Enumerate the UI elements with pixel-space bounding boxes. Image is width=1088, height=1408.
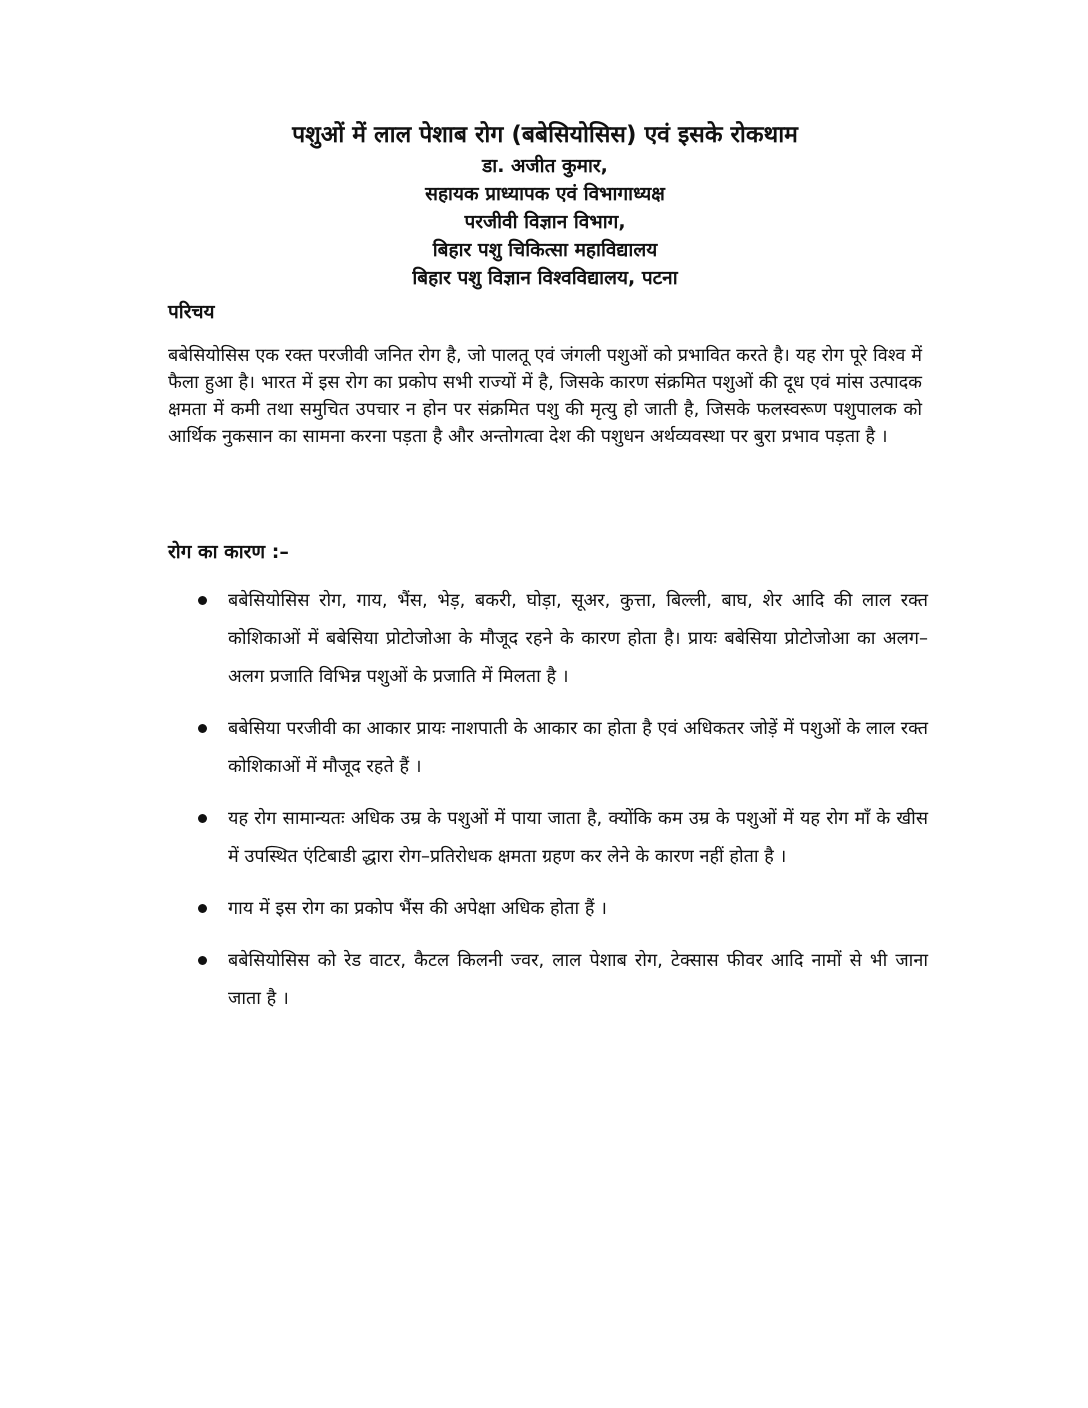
- list-item: [168, 582, 928, 696]
- intro-heading: परिचय: [168, 301, 215, 323]
- list-item-text: बबेसिया परजीवी का आकार प्रायः नाशपाती के आकार का होता है एवं अधिकतर जोड़ें में पशुओं के लाल रक्त कोशिकाओं में मौजूद रहते हैं ।: [228, 718, 928, 777]
- document-title: पशुओं में लाल पेशाब रोग (बबेसियोसिस) एवं इसके रोकथाम: [292, 122, 798, 148]
- bullet-icon: [198, 814, 207, 823]
- document-header: [170, 118, 920, 292]
- author-university: बिहार पशु विज्ञान विश्वविद्यालय, पटना: [412, 267, 678, 289]
- author-college: बिहार पशु चिकित्सा महाविद्यालय: [432, 239, 658, 261]
- list-item: [168, 890, 928, 928]
- list-item-text: बबेसियोसिस रोग, गाय, भैंस, भेड़, बकरी, घोड़ा, सूअर, कुत्ता, बिल्ली, बाघ, शेर आदि की लाल रक्त कोशिकाओं में बबेसिया प्रोटोजोआ के मौजूद रहने के कारण होता है। प्रायः बबेसिया प्रोटोजोआ का अलग–अलग प्रजाति विभिन्न पशुओं के प्रजाति में मिलता है ।: [228, 590, 928, 687]
- list-item-text: बबेसियोसिस को रेड वाटर, कैटल किलनी ज्वर, लाल पेशाब रोग, टेक्सास फीवर आदि नामों से भी जाना जाता है ।: [228, 950, 928, 1009]
- author-name: डा. अजीत कुमार,: [482, 155, 608, 177]
- list-item-text: गाय में इस रोग का प्रकोप भैंस की अपेक्षा अधिक होता हैं ।: [228, 898, 607, 919]
- bullet-icon: [198, 956, 207, 965]
- author-department: परजीवी विज्ञान विभाग,: [464, 211, 626, 233]
- causes-list: [168, 582, 928, 1032]
- bullet-icon: [198, 724, 207, 733]
- bullet-icon: [198, 596, 207, 605]
- bullet-icon: [198, 904, 207, 913]
- list-item-text: यह रोग सामान्यतः अधिक उम्र के पशुओं में पाया जाता है, क्योंकि कम उम्र के पशुओं में यह रोग माँ के खीस में उपस्थित एंटिबाडी द्धारा रोग–प्रतिरोधक क्षमता ग्रहण कर लेने के कारण नहीं होता है ।: [228, 808, 928, 867]
- author-designation: सहायक प्राध्यापक एवं विभागाध्यक्ष: [425, 183, 665, 205]
- list-item: [168, 710, 928, 786]
- list-item: [168, 942, 928, 1018]
- intro-paragraph: बबेसियोसिस एक रक्त परजीवी जनित रोग है, जो पालतू एवं जंगली पशुओं को प्रभावित करते है। यह रोग पूरे विश्व में फैला हुआ है। भारत में इस रोग का प्रकोप सभी राज्यों में है, जिसके कारण संक्रमित पशुओं की दूध एवं मांस उत्पादक क्षमता में कमी तथा समुचित उपचार न होन पर संक्रमित पशु की मृत्यु हो जाती है, जिसके फलस्वरूण पशुपालक को आर्थिक नुकसान का सामना करना पड़ता है और अन्तोगत्वा देश की पशुधन अर्थव्यवस्था पर बुरा प्रभाव पड़ता है ।: [168, 345, 922, 447]
- list-item: [168, 800, 928, 876]
- causes-heading: रोग का कारण :–: [168, 541, 289, 563]
